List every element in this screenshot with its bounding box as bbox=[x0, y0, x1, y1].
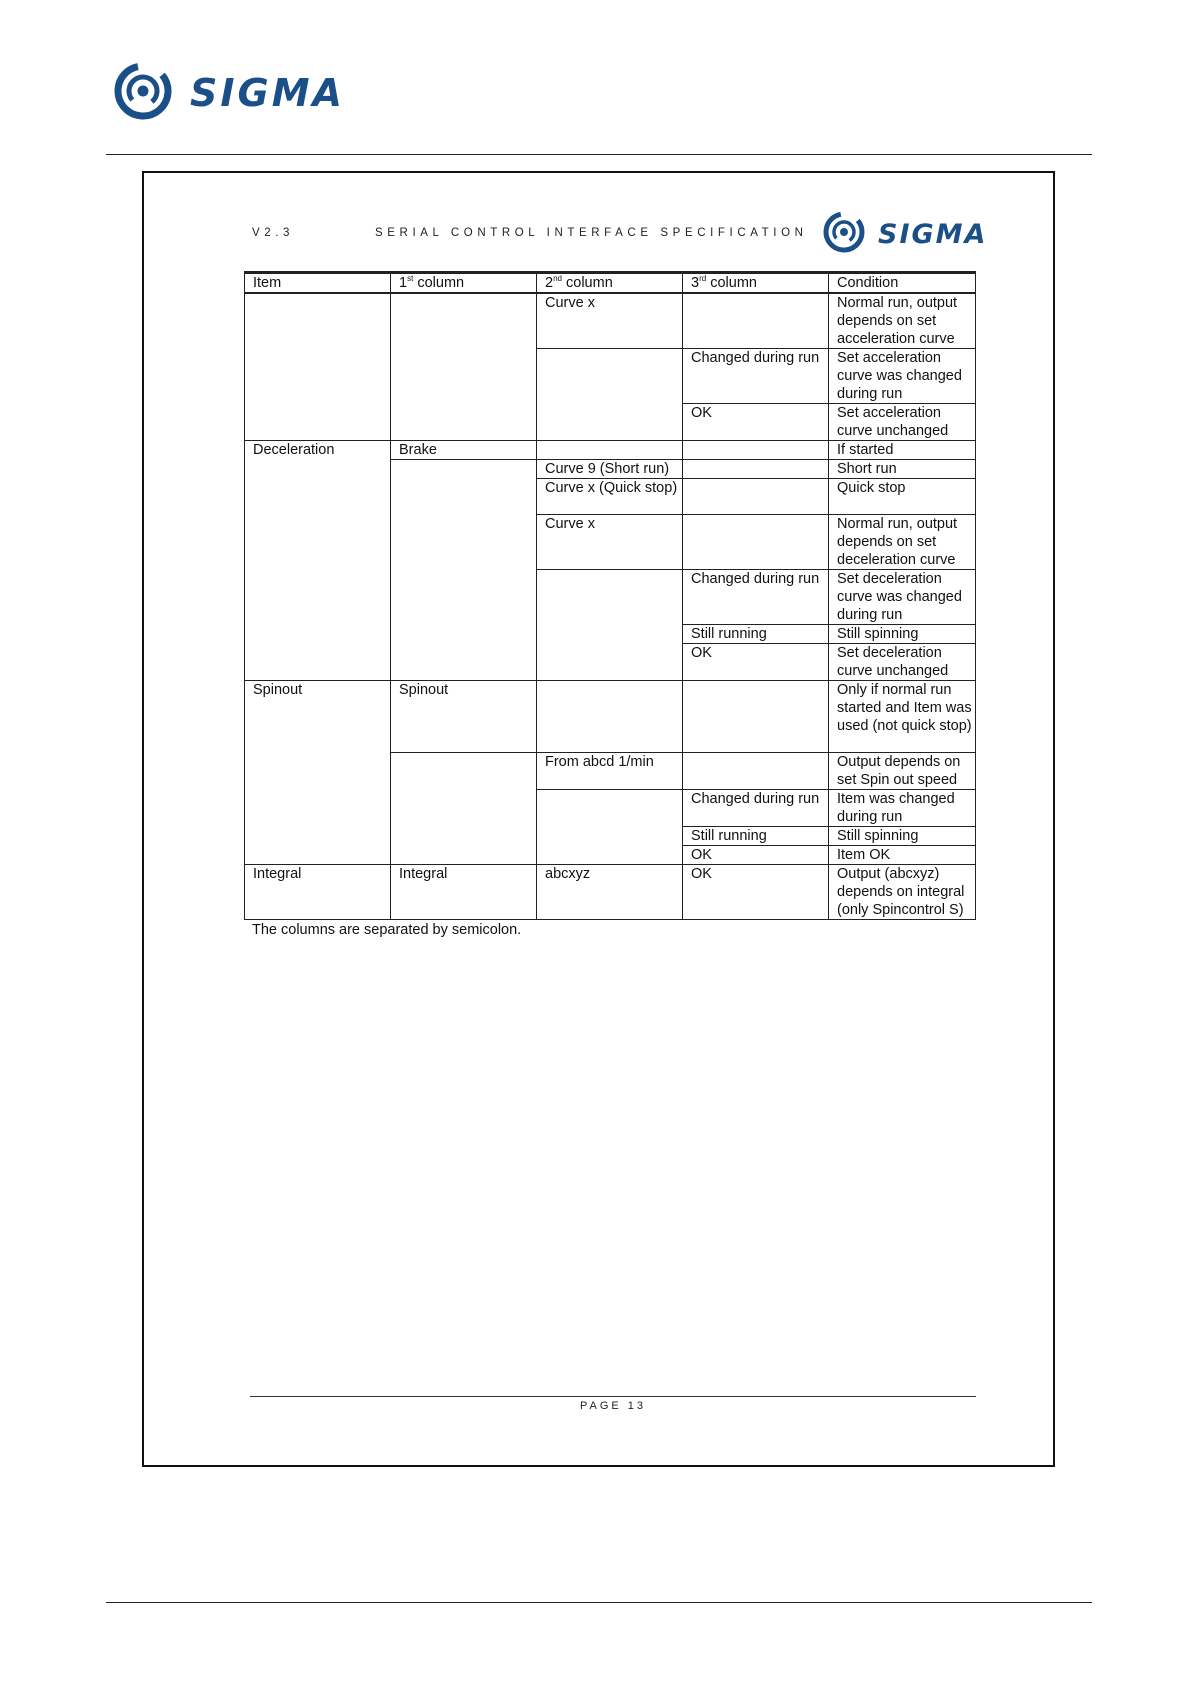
table-cell: Still spinning bbox=[829, 625, 976, 644]
table-cell bbox=[683, 460, 829, 479]
header-title: SERIAL CONTROL INTERFACE SPECIFICATION bbox=[375, 227, 808, 239]
header-col3: 3rd column bbox=[683, 273, 829, 294]
table-cell: From abcd 1/min bbox=[537, 753, 683, 790]
table-header-row bbox=[245, 273, 976, 294]
table-cell: Set deceleration curve was changed during run bbox=[829, 570, 976, 625]
table-cell bbox=[391, 460, 537, 681]
table-cell: Curve x bbox=[537, 293, 683, 349]
header-sigma-logo bbox=[822, 210, 1018, 263]
svg-text:SIGMA: SIGMA bbox=[190, 71, 345, 115]
table-cell: Integral bbox=[245, 865, 391, 920]
table-cell: Still running bbox=[683, 625, 829, 644]
table-cell: Item was changed during run bbox=[829, 790, 976, 827]
table-row bbox=[245, 293, 976, 349]
table-cell: Changed during run bbox=[683, 570, 829, 625]
header-col2: 2nd column bbox=[537, 273, 683, 294]
table-cell: Changed during run bbox=[683, 790, 829, 827]
table-cell: Set deceleration curve unchanged bbox=[829, 644, 976, 681]
table-cell: Deceleration bbox=[245, 441, 391, 681]
table-cell: abcxyz bbox=[537, 865, 683, 920]
table-cell bbox=[537, 441, 683, 460]
table-cell bbox=[537, 570, 683, 681]
table-cell bbox=[537, 790, 683, 865]
table-cell: OK bbox=[683, 644, 829, 681]
table-cell bbox=[683, 293, 829, 349]
table-cell bbox=[683, 515, 829, 570]
table-cell: Normal run, output depends on set acceleration curve bbox=[829, 293, 976, 349]
sigma-logo-icon bbox=[822, 210, 1018, 258]
table-cell: Curve x bbox=[537, 515, 683, 570]
table-cell: Integral bbox=[391, 865, 537, 920]
table-cell: Still spinning bbox=[829, 827, 976, 846]
table-cell: Changed during run bbox=[683, 349, 829, 404]
top-divider bbox=[106, 154, 1092, 155]
table-cell: Spinout bbox=[391, 681, 537, 753]
table-cell bbox=[537, 349, 683, 441]
table-cell: Output (abcxyz) depends on integral (only Spincontrol S) bbox=[829, 865, 976, 920]
table-cell: Curve x (Quick stop) bbox=[537, 479, 683, 515]
table-cell: Set acceleration curve was changed during run bbox=[829, 349, 976, 404]
table-cell: Normal run, output depends on set deceleration curve bbox=[829, 515, 976, 570]
header-col1: 1st column bbox=[391, 273, 537, 294]
table-cell: If started bbox=[829, 441, 976, 460]
header-item: Item bbox=[245, 273, 391, 294]
table-row bbox=[245, 865, 976, 920]
table-cell: OK bbox=[683, 404, 829, 441]
table-cell: OK bbox=[683, 865, 829, 920]
sigma-logo-icon bbox=[112, 60, 372, 124]
table-cell: Quick stop bbox=[829, 479, 976, 515]
table-cell: Brake bbox=[391, 441, 537, 460]
bottom-divider bbox=[106, 1602, 1092, 1603]
sigma-logo bbox=[112, 60, 372, 129]
table-cell: Short run bbox=[829, 460, 976, 479]
footer-divider bbox=[250, 1396, 976, 1397]
table-cell: Spinout bbox=[245, 681, 391, 865]
table-cell: OK bbox=[683, 846, 829, 865]
svg-text:SIGMA: SIGMA bbox=[878, 219, 988, 250]
table-cell bbox=[245, 293, 391, 441]
table-cell bbox=[391, 753, 537, 865]
page-number: PAGE 13 bbox=[579, 1400, 647, 1412]
table-cell bbox=[537, 681, 683, 753]
header-version: V2.3 bbox=[252, 227, 295, 239]
table-cell bbox=[683, 753, 829, 790]
table-note: The columns are separated by semicolon. bbox=[252, 922, 522, 938]
table-row bbox=[245, 441, 976, 460]
table-cell bbox=[683, 479, 829, 515]
header-condition: Condition bbox=[829, 273, 976, 294]
table-row bbox=[245, 681, 976, 753]
table-cell: Item OK bbox=[829, 846, 976, 865]
table-cell: Output depends on set Spin out speed bbox=[829, 753, 976, 790]
table-cell: Set acceleration curve unchanged bbox=[829, 404, 976, 441]
table-cell bbox=[391, 293, 537, 441]
table-cell: Only if normal run started and Item was used (not quick stop) bbox=[829, 681, 976, 753]
spec-table bbox=[244, 271, 976, 920]
table-cell bbox=[683, 681, 829, 753]
table-cell: Curve 9 (Short run) bbox=[537, 460, 683, 479]
table-cell bbox=[683, 441, 829, 460]
table-cell: Still running bbox=[683, 827, 829, 846]
